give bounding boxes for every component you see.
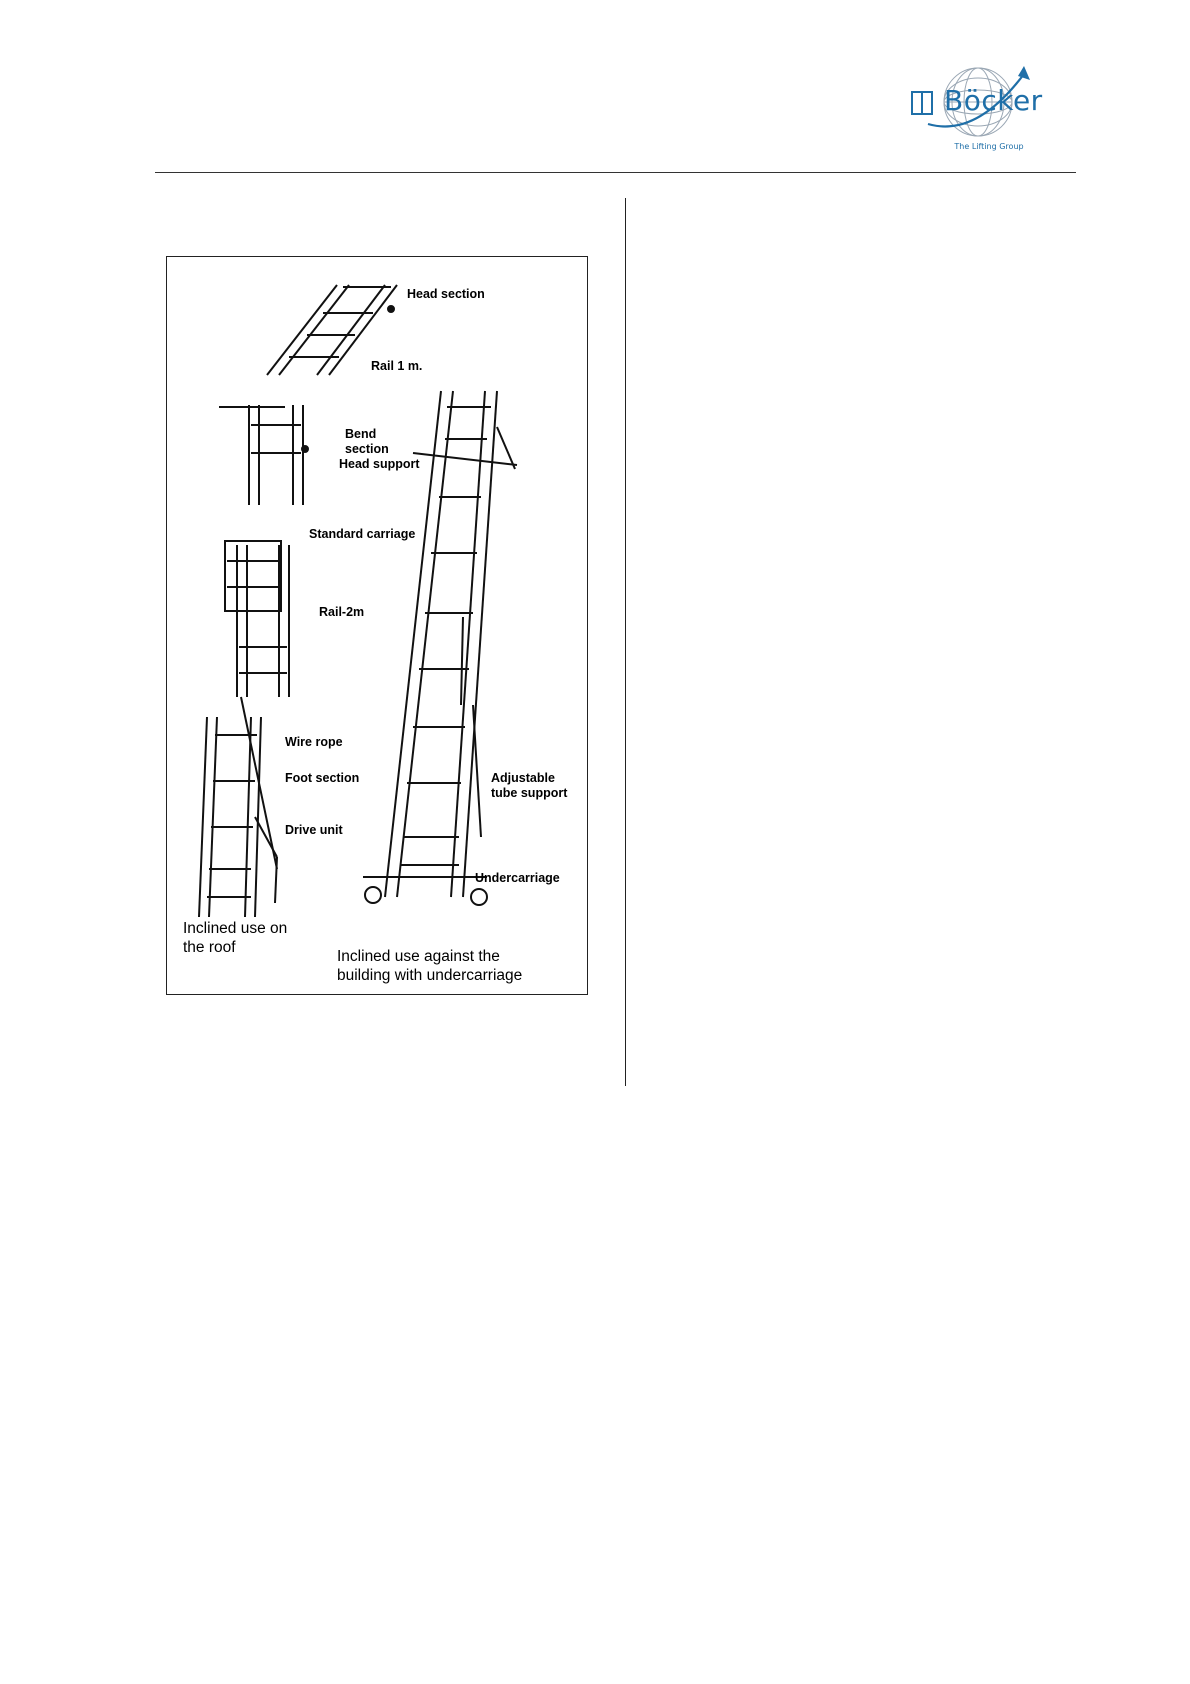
logo-wordmark: Böcker xyxy=(944,84,1043,117)
label-foot-section: Foot section xyxy=(285,771,360,785)
label-rail-1m: Rail 1 m. xyxy=(371,359,423,373)
caption-roof: Inclined use on the roof xyxy=(183,920,288,956)
label-standard-carriage: Standard carriage xyxy=(309,527,416,541)
label-wire-rope: Wire rope xyxy=(285,735,343,749)
label-adjustable-tube-support: Adjustable tube support xyxy=(491,771,568,800)
logo-tagline: The Lifting Group xyxy=(954,142,1024,151)
label-undercarriage: Undercarriage xyxy=(475,871,560,885)
label-rail-2m: Rail-2m xyxy=(319,605,365,619)
lift-diagram-figure xyxy=(166,256,588,995)
column-divider xyxy=(625,198,626,1086)
label-head-section: Head section xyxy=(407,287,485,301)
label-bend-section: Bend section xyxy=(345,427,389,456)
header-divider xyxy=(155,172,1076,173)
caption-building: Inclined use against the building with undercarriage xyxy=(337,948,523,984)
boecker-logo xyxy=(906,58,1046,158)
label-head-support: Head support xyxy=(339,457,420,471)
label-drive-unit: Drive unit xyxy=(285,823,343,837)
